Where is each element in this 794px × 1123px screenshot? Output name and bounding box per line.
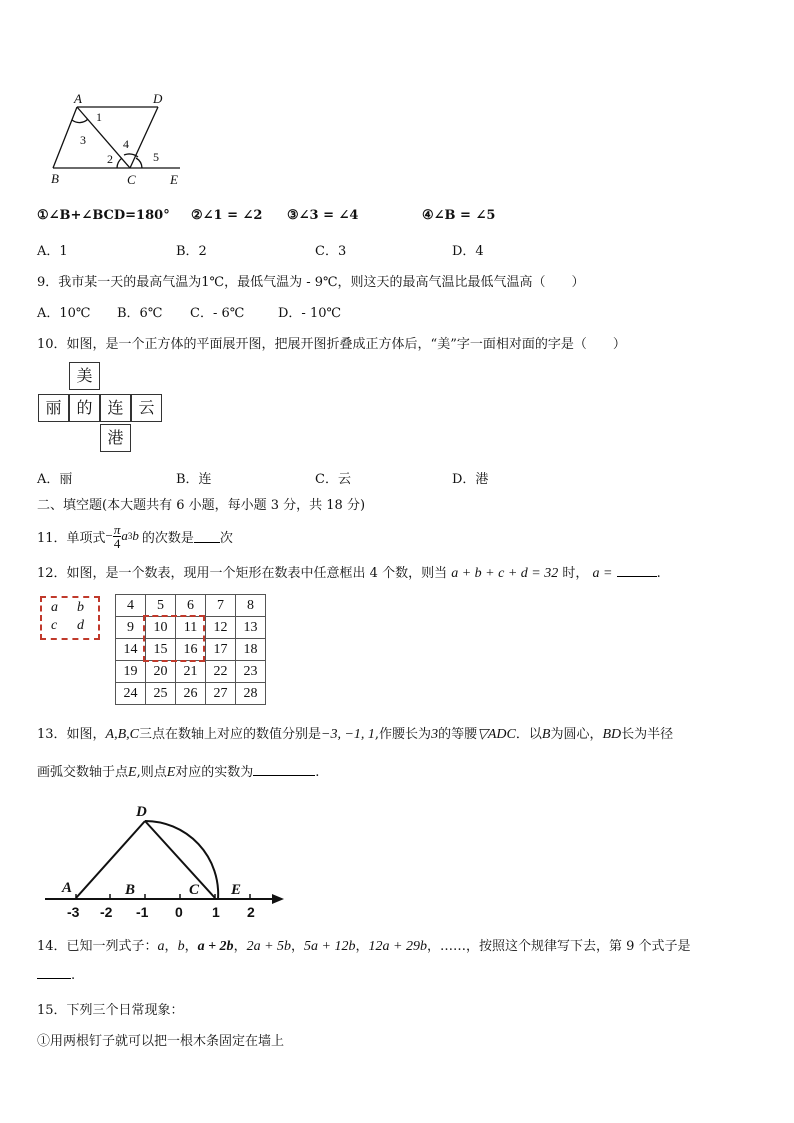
angle-label-4: 4: [123, 137, 129, 151]
table-cell: 13: [236, 617, 266, 639]
table-cell: 5: [146, 595, 176, 617]
q13-text-d: 的等腰: [438, 727, 478, 742]
q14-sep: ，: [164, 939, 178, 954]
box-b: b: [77, 600, 84, 615]
q11-frac-numerator: π: [113, 521, 121, 537]
q12-answer-blank[interactable]: [617, 564, 657, 577]
table-cell: 26: [176, 683, 206, 705]
net-face-bottom: 港: [100, 424, 131, 452]
q14-sep: ，: [426, 939, 440, 954]
q13-text-e: ．以: [515, 727, 542, 742]
q13-text-b: 三点在数轴上对应的数值分别是: [139, 727, 322, 742]
table-cell: 6: [176, 595, 206, 617]
table-cell: 18: [236, 639, 266, 661]
point-label-a: A: [62, 880, 73, 896]
q13-text-2b: ,则点: [136, 765, 167, 780]
table-cell: 27: [206, 683, 236, 705]
table-cell: 9: [116, 617, 146, 639]
tick-label: -2: [100, 904, 113, 920]
table-cell: 12: [206, 617, 236, 639]
q14-term-4: 2a + 5b: [246, 939, 292, 954]
q14-term-1: a: [157, 939, 165, 954]
table-cell: 4: [116, 595, 146, 617]
table-row: [116, 661, 266, 683]
q13-text-2a: 画弧交数轴于点: [37, 765, 129, 780]
q13-answer-blank[interactable]: [253, 763, 315, 776]
table-cell: 22: [206, 661, 236, 683]
q13-values: −3, −1, 1: [321, 727, 375, 742]
q11-frac-denominator: 4: [113, 535, 121, 551]
q8-statement-4: ④∠B = ∠5: [422, 208, 496, 223]
box-c: c: [51, 618, 58, 633]
number-line-figure: [40, 800, 290, 925]
q14-answer-line: [37, 966, 75, 983]
table-cell: 23: [236, 661, 266, 683]
net-face-right-1: 连: [100, 394, 131, 422]
q14-answer-blank[interactable]: [37, 966, 71, 979]
table-cell: 16: [176, 639, 206, 661]
table-row: [116, 595, 266, 617]
q12-a-var: a =: [592, 566, 613, 581]
q10-question: 10．如图，是一个正方体的平面展开图，把展开图折叠成正方体后，“美”字一面相对面的字是（ ）: [37, 337, 626, 352]
angle-label-1: 1: [96, 110, 102, 124]
q15-question: 15．下列三个日常现象：: [37, 1003, 184, 1018]
q14-end: .: [71, 968, 76, 983]
q10-option-b: B．连: [176, 472, 212, 487]
parallelogram-figure: [40, 86, 190, 192]
angle-label-2: 2: [107, 152, 113, 166]
tick-label: 1: [212, 904, 220, 920]
q9-option-d: D．- 10℃: [278, 306, 342, 321]
q12-end: .: [656, 566, 661, 581]
table-cell: 8: [236, 595, 266, 617]
q14-prefix: 14．已知一列式子：: [37, 939, 158, 954]
vertex-label-b: B: [51, 171, 59, 186]
q13-points: A,B,C: [105, 727, 139, 742]
net-face-middle: 的: [69, 394, 100, 422]
table-cell: 25: [146, 683, 176, 705]
q10-option-a: A．丽: [37, 472, 73, 487]
angle-label-5: 5: [153, 150, 159, 164]
q9-option-a: A．10℃: [37, 306, 91, 321]
q13-line-2: [37, 761, 319, 781]
net-face-left: 丽: [38, 394, 69, 422]
q14-sep: ，: [355, 939, 369, 954]
tick-label: 0: [175, 904, 183, 920]
q10-option-c: C．云: [315, 472, 351, 487]
table-cell: 21: [176, 661, 206, 683]
q13-text-c: ,作腰长为: [374, 727, 432, 742]
q13-triangle: ▽ADC: [477, 727, 516, 742]
q13-text-2c: 对应的实数为: [175, 765, 254, 780]
q12-sample-box: [40, 596, 100, 640]
q13-bd: BD: [602, 727, 622, 742]
q13-e: E: [128, 765, 137, 780]
point-label-d: D: [136, 804, 147, 820]
table-row: [116, 683, 266, 705]
table-cell: 20: [146, 661, 176, 683]
tick-label: 2: [247, 904, 255, 920]
q13-e-2: E: [166, 765, 176, 780]
q8-option-a: A．1: [37, 244, 68, 259]
net-face-top: 美: [69, 362, 100, 390]
q8-statement-1: ①∠B+∠BCD=180°: [37, 208, 170, 223]
box-a: a: [51, 600, 58, 615]
q8-statement-2: ②∠1 = ∠2: [191, 208, 263, 223]
tick-label: -1: [136, 904, 149, 920]
vertex-label-a: A: [74, 91, 82, 106]
q15-item-1: ①用两根钉子就可以把一根木条固定在墙上: [37, 1034, 285, 1049]
table-cell: 17: [206, 639, 236, 661]
q11-prefix: 11．单项式: [37, 530, 106, 546]
table-cell: 15: [146, 639, 176, 661]
q8-option-d: D．4: [452, 244, 484, 259]
angle-label-3: 3: [80, 133, 86, 147]
vertex-label-c: C: [127, 172, 136, 187]
q8-statement-3: ③∠3 = ∠4: [287, 208, 359, 223]
q14-sep: ，: [291, 939, 305, 954]
q11-minus: −: [105, 528, 113, 543]
q13-text-g: 长为半径: [621, 727, 674, 742]
table-cell: 7: [206, 595, 236, 617]
net-face-right-2: 云: [131, 394, 162, 422]
q11-exponent: 3: [127, 531, 133, 541]
vertex-label-e: E: [170, 172, 178, 187]
q11-var-b: b: [132, 528, 139, 543]
q11-fraction: [113, 523, 122, 550]
q14-sep: ，: [184, 939, 198, 954]
q13-b: B: [541, 727, 551, 742]
q11-var-a: a: [121, 528, 128, 543]
point-label-e: E: [231, 882, 242, 898]
point-label-c: C: [189, 882, 200, 898]
q11-question: [37, 518, 233, 554]
q13-text-f: 为圆心，: [550, 727, 603, 742]
q11-answer-blank[interactable]: [194, 530, 220, 543]
q14-term-3: a + 2b: [197, 939, 234, 954]
vertex-label-d: D: [153, 91, 163, 106]
q10-option-d: D．港: [452, 472, 489, 487]
q9-question: 9．我市某一天的最高气温为1℃，最低气温为 - 9℃，则这天的最高气温比最低气温高（ ）: [37, 275, 585, 290]
q14-term-2: b: [177, 939, 185, 954]
q12-prefix: 12．如图，是一个数表，现用一个矩形在数表中任意框出 4 个数，则当: [37, 566, 448, 581]
tick-label: -3: [67, 904, 80, 920]
table-cell: 19: [116, 661, 146, 683]
box-d: d: [77, 618, 84, 633]
q8-option-c: C．3: [315, 244, 347, 259]
q12-table-selection-box: [143, 615, 205, 662]
q12-mid: 时，: [562, 566, 589, 581]
q13-text-a: 13．如图，: [37, 727, 106, 742]
q9-option-c: C．- 6℃: [190, 306, 245, 321]
q11-suffix-2: 次: [219, 530, 233, 546]
q13-line-1: [37, 723, 673, 743]
q12-question: [37, 562, 661, 582]
table-cell: 24: [116, 683, 146, 705]
section-heading: 二、填空题(本大题共有 6 小题，每小题 3 分，共 18 分): [37, 498, 366, 513]
table-cell: 10: [146, 617, 176, 639]
q13-text-2d: .: [315, 765, 320, 780]
q14-suffix: 按照这个规律写下去，第 9 个式子是: [479, 939, 691, 954]
q12-formula: a + b + c + d = 32: [451, 566, 559, 581]
point-label-b: B: [125, 882, 136, 898]
q14-term-6: 12a + 29b: [368, 939, 427, 954]
q11-suffix: 的次数是: [141, 530, 194, 546]
q14-dots: ……，: [439, 939, 479, 954]
q9-option-b: B．6℃: [117, 306, 163, 321]
q14-term-5: 5a + 12b: [304, 939, 356, 954]
table-cell: 14: [116, 639, 146, 661]
table-cell: 28: [236, 683, 266, 705]
q14-question: [37, 935, 691, 955]
q13-three: 3: [431, 727, 439, 742]
q14-sep: ，: [233, 939, 247, 954]
table-cell: 11: [176, 617, 206, 639]
q8-option-b: B．2: [176, 244, 207, 259]
